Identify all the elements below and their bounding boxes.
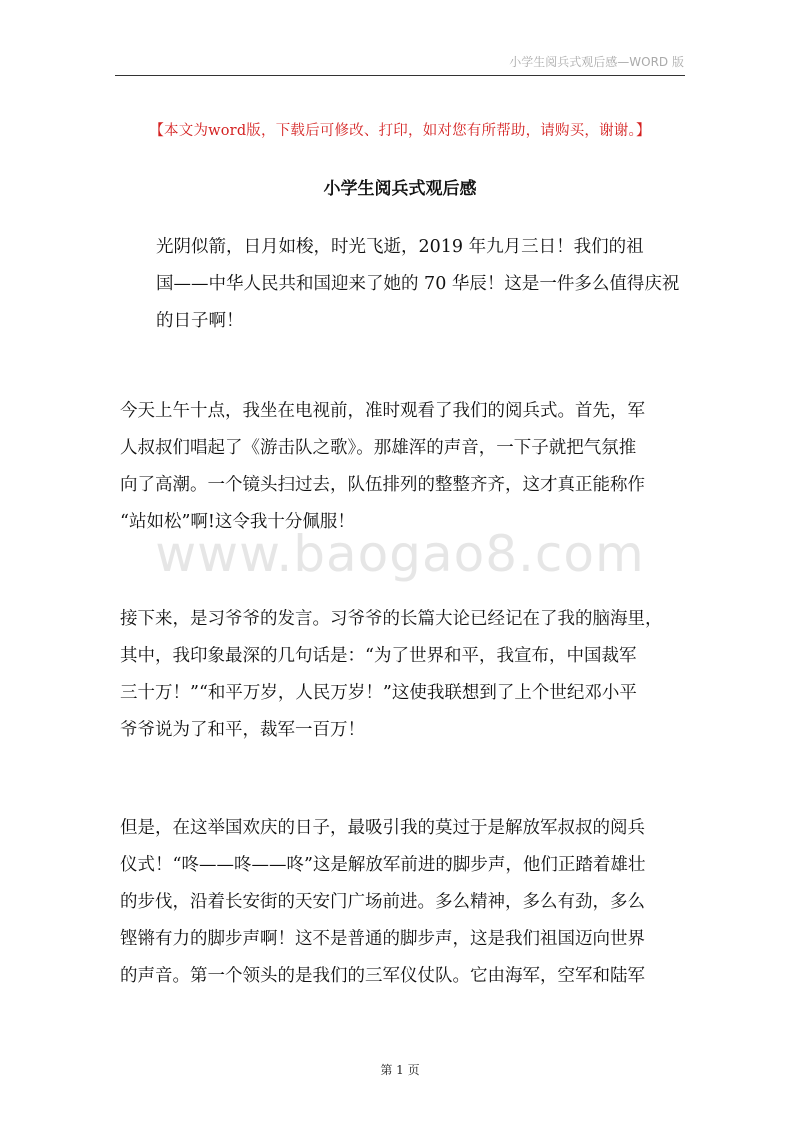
document-title: 小学生阅兵式观后感 [323,179,477,199]
paragraph-line: “站如松”啊!这令我十分佩服！ [120,512,355,532]
paragraph-line: 的步伐，沿着长安街的天安门广场前进。多么精神，多么有劲，多么 [120,892,645,912]
paragraph-line: 的声音。第一个领头的是我们的三军仪仗队。它由海军，空军和陆军 [120,966,645,986]
paragraph-3 [120,601,686,749]
paragraph-line: 人叔叔们唱起了《游击队之歌》。那雄浑的声音，一下子就把气氛推 [120,438,637,458]
paragraph-line: 的日子啊！ [156,311,244,331]
page-number: 第 1 页 [380,1063,420,1077]
header-divider [115,75,685,76]
paragraph-line: 三十万！”“和平万岁，人民万岁！”这使我联想到了上个世纪邓小平 [120,683,637,703]
paragraph-line: 光阴似箭，日月如梭，时光飞逝，2019 年九月三日！我们的祖 [156,237,644,257]
paragraph-line: 爷爷说为了和平，裁军一百万！ [120,720,365,740]
paragraph-line: 但是，在这举国欢庆的日子，最吸引我的莫过于是解放军叔叔的阅兵 [120,818,645,838]
purchase-notice: 【本文为word版，下载后可修改、打印，如对您有所帮助，请购买，谢谢。】 [149,123,651,139]
paragraph-line: 今天上午十点，我坐在电视前，准时观看了我们的阅兵式。首先，军 [120,401,645,421]
watermark: www.baogao8.com [155,525,645,583]
paragraph-line: 向了高潮。一个镜头扫过去，队伍排列的整整齐齐，这才真正能称作 [120,475,645,495]
paragraph-line: 铿锵有力的脚步声啊！这不是普通的脚步声，这是我们祖国迈向世界 [120,929,645,949]
paragraph-2 [120,393,686,541]
running-header: 小学生阅兵式观后感—WORD 版 [509,55,684,69]
paragraph-1 [120,229,686,340]
paragraph-line: 其中，我印象最深的几句话是：“为了世界和平，我宣布，中国裁军 [120,646,637,666]
paragraph-line: 接下来，是习爷爷的发言。习爷爷的长篇大论已经记在了我的脑海里， [120,609,663,629]
paragraph-line: 国——中华人民共和国迎来了她的 70 华辰！这是一件多么值得庆祝 [156,274,680,294]
paragraph-4 [120,810,686,995]
paragraph-line: 仪式！“咚——咚——咚”这是解放军前进的脚步声，他们正踏着雄壮 [120,855,646,875]
